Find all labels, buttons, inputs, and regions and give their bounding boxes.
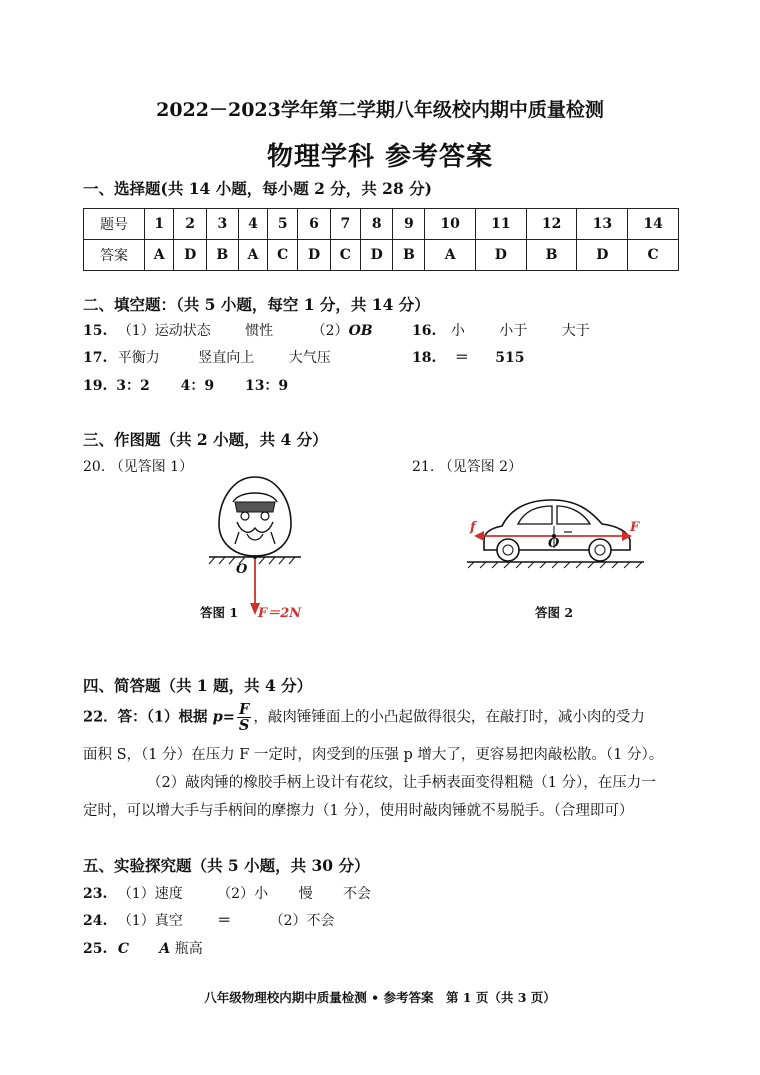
answer-21: 21. （见答图 2）	[412, 459, 523, 475]
table-cell: D	[360, 240, 393, 271]
answer-text: 惯性	[245, 323, 274, 339]
answer-text: 瓶高	[170, 941, 203, 957]
answer-22-line3: （2）敲肉锤的橡胶手柄上设计有花纹，让手柄表面变得粗糙（1 分），在压力一	[147, 775, 656, 791]
figure2-friction-label: f	[470, 520, 476, 535]
answer-text: 4：9	[180, 378, 215, 394]
figure2-point-label: O	[548, 536, 560, 551]
answer-18	[412, 347, 525, 367]
question-number: 18.	[412, 350, 437, 366]
page-footer: 八年级物理校内期中质量检测 • 参考答案 第 1 页（共 3 页）	[204, 990, 556, 1005]
answer-text: OB	[348, 323, 373, 339]
table-row	[84, 240, 679, 271]
answer-text: 13：9	[244, 378, 289, 394]
answer-table	[83, 208, 679, 271]
egg-outline	[219, 477, 291, 556]
answer-text: 515	[495, 350, 525, 366]
section1-heading: 一、选择题(共 14 小题，每小题 2 分，共 28 分)	[83, 179, 432, 198]
answer-text: 大于	[561, 323, 590, 339]
figure1-force-label	[258, 602, 301, 621]
table-cell: 13	[577, 209, 628, 240]
table-cell: C	[330, 240, 360, 271]
force-value: F＝2N	[258, 606, 302, 621]
answer-text: 小于	[499, 323, 528, 339]
document-subtitle: 物理学科 参考答案	[266, 142, 494, 172]
question-number: 24.	[83, 913, 108, 929]
answer-text: 22．答：（1）根据	[83, 708, 213, 726]
answer-text: （2）	[311, 323, 349, 339]
table-cell: D	[577, 240, 628, 271]
table-cell: 3	[206, 209, 238, 240]
formula-numerator: F	[237, 702, 251, 718]
table-row-label: 题号	[84, 209, 145, 240]
figure2-force-label: F	[630, 520, 640, 535]
table-cell: 10	[425, 209, 476, 240]
figure2-caption: 答图 2	[535, 605, 574, 620]
answer-text: 平衡力	[117, 350, 160, 366]
question-number: 17.	[83, 350, 108, 366]
answer-17	[83, 347, 331, 367]
table-cell: 12	[526, 209, 577, 240]
answer-23	[83, 883, 371, 903]
answer-text: 不会	[343, 886, 372, 902]
formula-fraction	[237, 702, 251, 733]
section4-heading: 四、简答题（共 1 题，共 4 分）	[83, 676, 313, 695]
question-number: 16.	[412, 323, 437, 339]
answer-text: 大气压	[288, 350, 331, 366]
answer-20: 20. （见答图 1）	[83, 459, 194, 475]
table-cell: A	[425, 240, 476, 271]
table-cell: 9	[393, 209, 425, 240]
answer-24	[83, 910, 335, 930]
answer-25	[83, 938, 203, 958]
table-cell: 5	[268, 209, 298, 240]
answer-text: C	[117, 941, 129, 957]
table-cell: A	[238, 240, 267, 271]
table-row-label: 答案	[84, 240, 145, 271]
answer-22-line4: 定时，可以增大手与手柄间的摩擦力（1 分），使用时敲肉锤就不易脱手。（合理即可）	[83, 803, 634, 819]
answer-text: （2）小	[217, 886, 269, 902]
answer-text: ，敲肉锤锤面上的小凸起做得很尖，在敲打时，减小肉的受力	[253, 709, 645, 726]
table-cell: B	[393, 240, 425, 271]
car-wheel	[589, 539, 611, 561]
answer-text: 竖直向上	[198, 350, 255, 366]
section5-heading: 五、实验探究题（共 5 小题，共 30 分）	[83, 856, 370, 875]
table-cell: 7	[330, 209, 360, 240]
car-wheel	[497, 539, 519, 561]
figure1-point-label: O	[236, 562, 248, 577]
table-cell: D	[298, 240, 331, 271]
formula-var: p	[212, 708, 223, 726]
answer-22-line2: 面积 S，（1 分）在压力 F 一定时，肉受到的压强 p 增大了，更容易把肉敲松散。（1 分）。	[83, 747, 664, 763]
table-cell: B	[526, 240, 577, 271]
answer-text: ＝	[454, 350, 469, 366]
table-cell: D	[174, 240, 207, 271]
figure1-caption: 答图 1	[200, 605, 239, 620]
section2-heading: 二、填空题：（共 5 小题，每空 1 分，共 14 分）	[83, 295, 430, 314]
table-cell: 4	[238, 209, 267, 240]
answer-15	[83, 320, 373, 340]
question-number: 15.	[83, 323, 108, 339]
table-cell: C	[268, 240, 298, 271]
formula-denominator: S	[238, 717, 250, 734]
answer-text: 小	[450, 323, 465, 339]
answer-text: 3：2	[116, 378, 150, 394]
answer-16	[412, 320, 590, 340]
answer-text: （1）速度	[117, 886, 183, 902]
figure1-diagram	[195, 472, 315, 622]
table-cell: 11	[476, 209, 527, 240]
answer-text: （1）运动状态	[117, 323, 211, 339]
answer-text: ＝	[217, 913, 232, 929]
table-cell: 8	[360, 209, 393, 240]
answer-text: （2）不会	[269, 913, 335, 929]
answer-text: A	[159, 941, 171, 957]
answer-22-line1	[83, 702, 645, 736]
formula-eq: =	[222, 708, 235, 726]
document-title: 2022－2023学年第二学期八年级校内期中质量检测	[156, 99, 604, 121]
answer-19	[83, 375, 288, 395]
table-cell: D	[476, 240, 527, 271]
section3-heading: 三、作图题（共 2 小题，共 4 分）	[83, 430, 328, 449]
question-number: 23.	[83, 886, 108, 902]
table-cell: 14	[628, 209, 679, 240]
table-cell: 1	[145, 209, 174, 240]
question-number: 19.	[83, 378, 108, 394]
table-cell: C	[628, 240, 679, 271]
table-cell: A	[145, 240, 174, 271]
table-cell: 2	[174, 209, 207, 240]
table-cell: 6	[298, 209, 331, 240]
figure2-diagram	[462, 488, 652, 578]
answer-text: 慢	[298, 886, 313, 902]
table-row	[84, 209, 679, 240]
table-cell: B	[206, 240, 238, 271]
answer-text: （1）真空	[117, 913, 183, 929]
question-number: 25.	[83, 941, 108, 957]
